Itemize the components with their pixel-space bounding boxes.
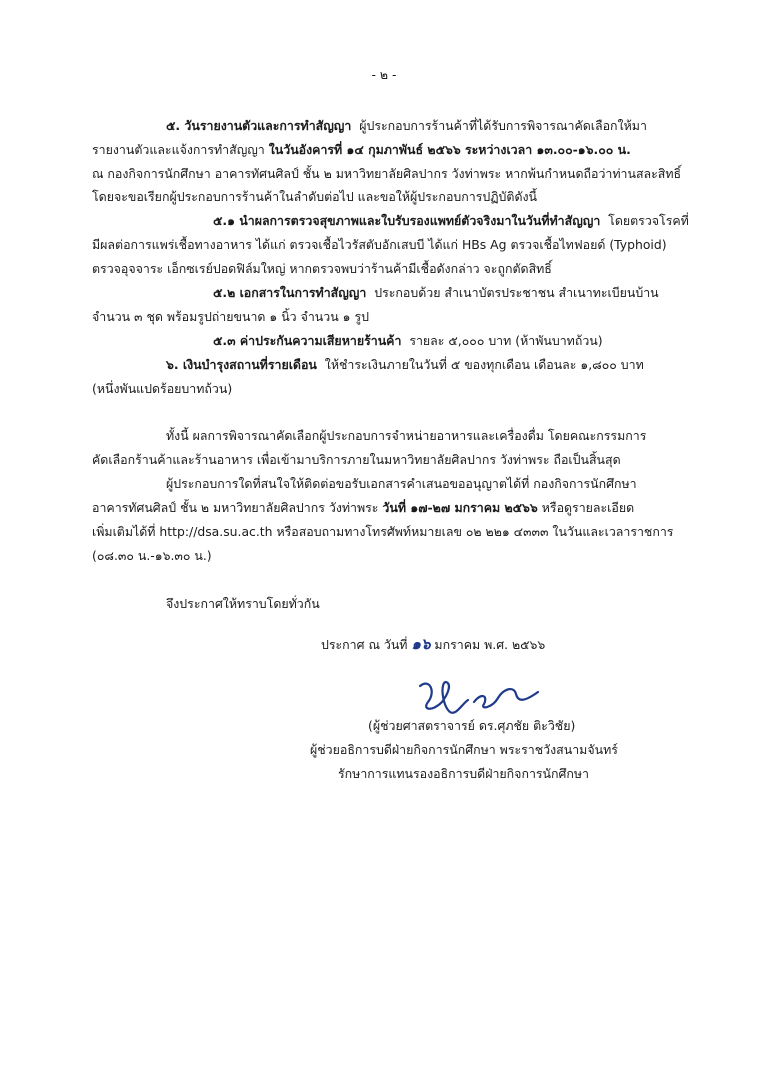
item52-heading: ๕.๒ เอกสารในการทำสัญญา: [213, 285, 367, 300]
section5-line2-text: รายงานตัวและแจ้งการทำสัญญา: [92, 142, 265, 157]
section5-date: ในวันอังคารที่ ๑๔ กุมภาพันธ์ ๒๕๖๖ ระหว่างเวลา ๑๓.๐๐-๑๖.๐๐ น.: [268, 142, 631, 157]
contact-line1: ผู้ประกอบการใดที่สนใจให้ติดต่อขอรับเอกสารคำเสนอขออนุญาตได้ที่ กองกิจการนักศึกษา: [166, 476, 637, 491]
result-line2: คัดเลือกร้านค้าและร้านอาหาร เพื่อเข้ามาบริการภายในมหาวิทยาลัยศิลปากร วังท่าพระ ถือเป็นสิ้นสุด: [92, 452, 621, 467]
item53-heading: ๕.๓ ค่าประกันความเสียหายร้านค้า: [213, 333, 402, 348]
section5-line4: โดยจะขอเรียกผู้ประกอบการร้านค้าในลำดับต่อไป และขอให้ผู้ประกอบการปฏิบัติดังนี้: [92, 189, 538, 204]
contact-date: วันที่ ๑๗-๒๗ มกราคม ๒๕๖๖: [382, 500, 538, 515]
signatory-position-1: ผู้ช่วยอธิการบดีฝ่ายกิจการนักศึกษา พระราชวังสนามจันทร์: [310, 742, 618, 757]
section5-text: ผู้ประกอบการร้านค้าที่ได้รับการพิจารณาคัดเลือกให้มา: [359, 118, 647, 133]
section5-heading: ๕. วันรายงานตัวและการทำสัญญา: [166, 118, 352, 133]
section6-line2: (หนึ่งพันแปดร้อยบาทถ้วน): [92, 381, 233, 396]
section5-line1: [166, 118, 647, 134]
item51-heading: ๕.๑ นำผลการตรวจสุขภาพและใบรับรองแพทย์ตัวจริงมาในวันที่ทำสัญญา: [213, 213, 601, 228]
section6-heading: ๖. เงินบำรุงสถานที่รายเดือน: [166, 357, 317, 372]
item52-text: ประกอบด้วย สำเนาบัตรประชาชน สำเนาทะเบียนบ้าน: [374, 285, 659, 300]
section6-line1: [166, 357, 644, 373]
item53-line1: [213, 333, 603, 349]
announce-date: [321, 636, 545, 653]
item53-text: รายละ ๕,๐๐๐ บาท (ห้าพันบาทถ้วน): [409, 333, 603, 348]
signatory-name: (ผู้ช่วยศาสตราจารย์ ดร.ศุภชัย ติะวิชัย): [368, 718, 576, 733]
announce-suffix: มกราคม พ.ศ. ๒๕๖๖: [434, 637, 546, 652]
item52-line1: [213, 285, 659, 301]
signatory-position-2: รักษาการแทนรองอธิการบดีฝ่ายกิจการนักศึกษา: [338, 766, 590, 781]
contact-line4: (๐๘.๓๐ น.-๑๖.๓๐ น.): [92, 548, 212, 563]
announce-day: ๑๖: [411, 635, 431, 653]
section5-line2: [92, 142, 631, 158]
page-number: - ๒ -: [371, 67, 397, 82]
section5-line3: ณ กองกิจการนักศึกษา อาคารทัศนศิลป์ ชั้น ๒ มหาวิทยาลัยศิลปากร วังท่าพระ หากพ้นกำหนดถือว่าท่านสละสิทธิ์: [92, 166, 682, 181]
item51-text: โดยตรวจโรคที่: [608, 213, 689, 228]
result-line1: ทั้งนี้ ผลการพิจารณาคัดเลือกผู้ประกอบการจำหน่ายอาหารและเครื่องดื่ม โดยคณะกรรมการ: [166, 428, 647, 443]
item51-line2: มีผลต่อการแพร่เชื้อทางอาหาร ได้แก่ ตรวจเชื้อไวรัสตับอักเสบบี ได้แก่ HBs Ag ตรวจเชื้อไทฟอยด์ (Typhoid): [92, 237, 667, 252]
item52-line2: จำนวน ๓ ชุด พร้อมรูปถ่ายขนาด ๑ นิ้ว จำนวน ๑ รูป: [92, 309, 369, 324]
signature-image: [412, 672, 552, 722]
contact-line2: [92, 500, 634, 516]
item51-line3: ตรวจอุจจาระ เอ็กซเรย์ปอดฟิล์มใหญ่ หากตรวจพบว่าร้านค้ามีเชื้อดังกล่าว จะถูกตัดสิทธิ์: [92, 261, 552, 276]
contact-line2-b: หรือดูรายละเอียด: [541, 500, 635, 515]
announce-prefix: ประกาศ ณ วันที่: [321, 637, 408, 652]
contact-line3: เพิ่มเติมได้ที่ http://dsa.su.ac.th หรือสอบถามทางโทรศัพท์หมายเลข ๐๒ ๒๒๑ ๔๓๓๓ ในวันและเวลาราชการ: [92, 524, 674, 539]
closing-text: จึงประกาศให้ทราบโดยทั่วกัน: [166, 596, 320, 611]
section6-text: ให้ชำระเงินภายในวันที่ ๕ ของทุกเดือน เดือนละ ๑,๘๐๐ บาท: [324, 357, 644, 372]
item51-line1: [213, 213, 689, 229]
contact-line2-a: อาคารทัศนศิลป์ ชั้น ๒ มหาวิทยาลัยศิลปากร วังท่าพระ: [92, 500, 379, 515]
